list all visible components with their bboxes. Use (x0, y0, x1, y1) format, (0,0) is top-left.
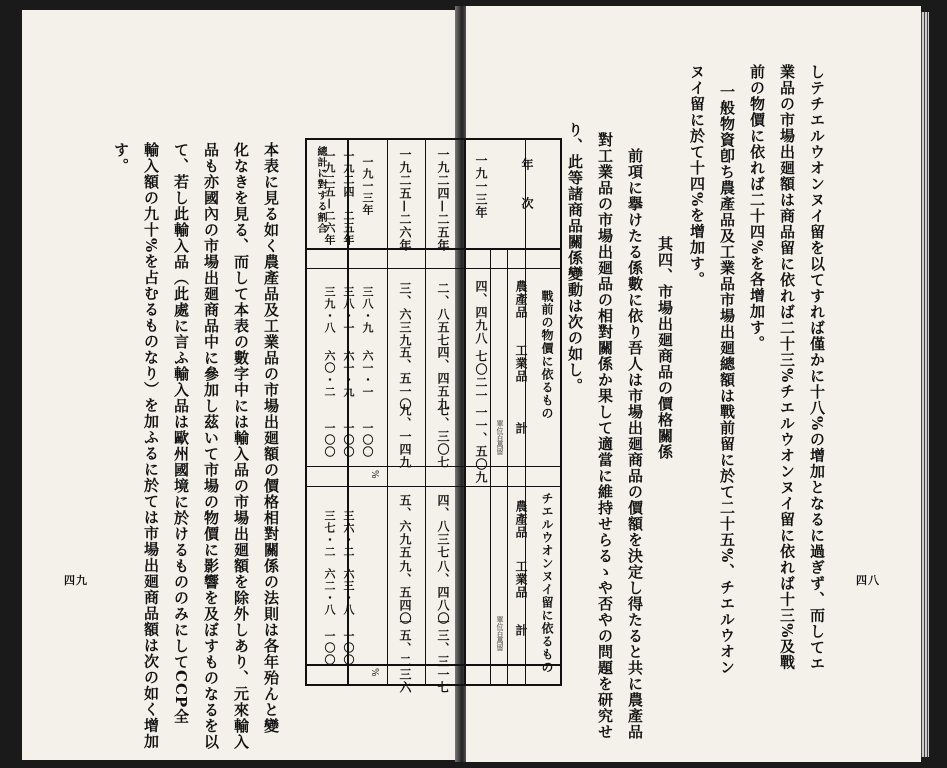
text-line: しテチエルウオンヌイ留を以てすれば僅かに十八%の增加となるに過ぎず、而してエ (808, 64, 826, 672)
table-cell: 八、四八〇 (436, 560, 450, 625)
percent-mark: % (369, 470, 379, 479)
table-cell: 一五、二三六 (398, 616, 412, 694)
table-cell: 一三、三一七 (436, 616, 450, 694)
table-cell: 三七・二 (323, 510, 336, 558)
col-header-agri: 農產品 (514, 280, 528, 319)
text-line: 前の物價に依れば二十四%を各增加す。 (748, 64, 766, 352)
table-cell: 五、六九五 (398, 494, 412, 559)
table-cell: 九、五四〇 (398, 560, 412, 625)
table-cell: 三六・二 (342, 510, 355, 558)
market-table (305, 138, 562, 694)
table-cell: 四、八三七 (436, 494, 450, 559)
unit-label: 單位百萬留 (496, 616, 504, 651)
text-line: て、若し此輸入品（此處に言ふ輸入品は歐州國境に於けるもののみにしてCCP全 (172, 142, 190, 725)
table-cell: 一〇〇 (323, 422, 336, 458)
table-cell: 六〇・二 (323, 350, 336, 398)
table-cell: 四、四九八 (474, 280, 488, 345)
row-year: 一九一三年 (474, 154, 488, 219)
table-cell: 一〇〇 (342, 422, 355, 458)
text-line: 輸入額の九十%を占むるものなり）を加ふるに於ては市場出廻商品額は次の如く增加 (142, 142, 160, 750)
table-cell: 一一、五〇九 (474, 406, 488, 484)
table-cell: 七〇二一 (474, 350, 488, 402)
col-header-agri: 農產品 (514, 500, 528, 539)
table-cell: 三九・八 (323, 286, 336, 334)
group-header-prewar: 戰前の物價に依るもの (540, 290, 554, 420)
table-cell: 六一・九 (342, 350, 355, 398)
table-cell: 三八・一 (342, 286, 355, 334)
row-year: 一九二四—二五年 (342, 150, 355, 246)
table-cell: 一〇〇 (342, 630, 355, 666)
text-line: 對工業品の市場出廻品の相對關係か果して適當に維持せらるゝや否やの問題を研究せ (596, 132, 614, 740)
table-cell: 六二・八 (323, 568, 336, 616)
table-cell: 五、五一〇 (398, 346, 412, 411)
table-cell: 一〇〇 (323, 630, 336, 666)
table-cell: 三八・九 (361, 286, 374, 334)
row-year: 一九二四—二五年 (436, 148, 450, 252)
unit-label: 單位百萬留 (496, 420, 504, 455)
text-line: ヌイ留に於て十四%を增加す。 (688, 64, 706, 288)
section-heading: 其四、市場出廻商品の價格關係 (656, 236, 674, 460)
table-cell: 四、四五九 (436, 346, 450, 411)
row-year: 一九二五—二六年 (398, 148, 412, 252)
text-line: り、此等諸商品關係變動は次の如し。 (566, 122, 584, 394)
table-cell: 七、三〇七 (436, 404, 450, 469)
table-cell: 一〇〇 (361, 422, 374, 458)
page-number-left: 四九 (64, 574, 88, 587)
table-cell: 六三・八 (342, 568, 355, 616)
table-cell: 三、六三九 (398, 282, 412, 347)
col-header-industry: 工業品 (514, 344, 528, 383)
table-cell: 二、八五七 (436, 282, 450, 347)
text-line: す。 (112, 142, 130, 174)
col-header-total: 計 (514, 624, 528, 637)
page-number-right: 四八 (856, 574, 880, 587)
text-line: 本表に見る如く農產品及工業品の市場出廻額の價格相對關係の法則は各年殆んと變 (262, 142, 280, 734)
row-year: 一九一三年 (361, 156, 374, 216)
col-header-total: 計 (514, 422, 528, 435)
percent-mark: % (369, 668, 379, 677)
group-header-chervonets: チエルウオンヌイ留に依るもの (540, 492, 554, 674)
text-line: 一般物資卽ち農產品及工業品市場出廻總額は戰前留に於て二十五%、チエルウオン (718, 84, 736, 676)
year-header: 年 次 (520, 158, 534, 210)
text-line: 化なきを見る、而して本表の數字中には輸入品の市場出廻額を除外しあり、元來輸入 (232, 142, 250, 750)
table-cell: 六一・一 (361, 350, 374, 398)
ratio-label: 總計に對する割合 (315, 146, 326, 234)
col-header-industry: 工業品 (514, 560, 528, 599)
table-cell: 九、一四九 (398, 404, 412, 469)
text-line: 品も亦國內の市場出廻商品中に參加し茲いて市場の物價に影響を及ぼすものなるを以 (202, 142, 220, 750)
text-line: 前項に擧けたる係數に依り吾人は市場出廻商品の價額を決定し得たると共に農產品 (626, 148, 644, 740)
row-year: 一九二五—二六年 (323, 150, 336, 246)
text-line: 業品の市場出廻額は商品留に依れば二十三%チエルウオンヌイ留に依れば十三%及戰 (778, 64, 796, 671)
